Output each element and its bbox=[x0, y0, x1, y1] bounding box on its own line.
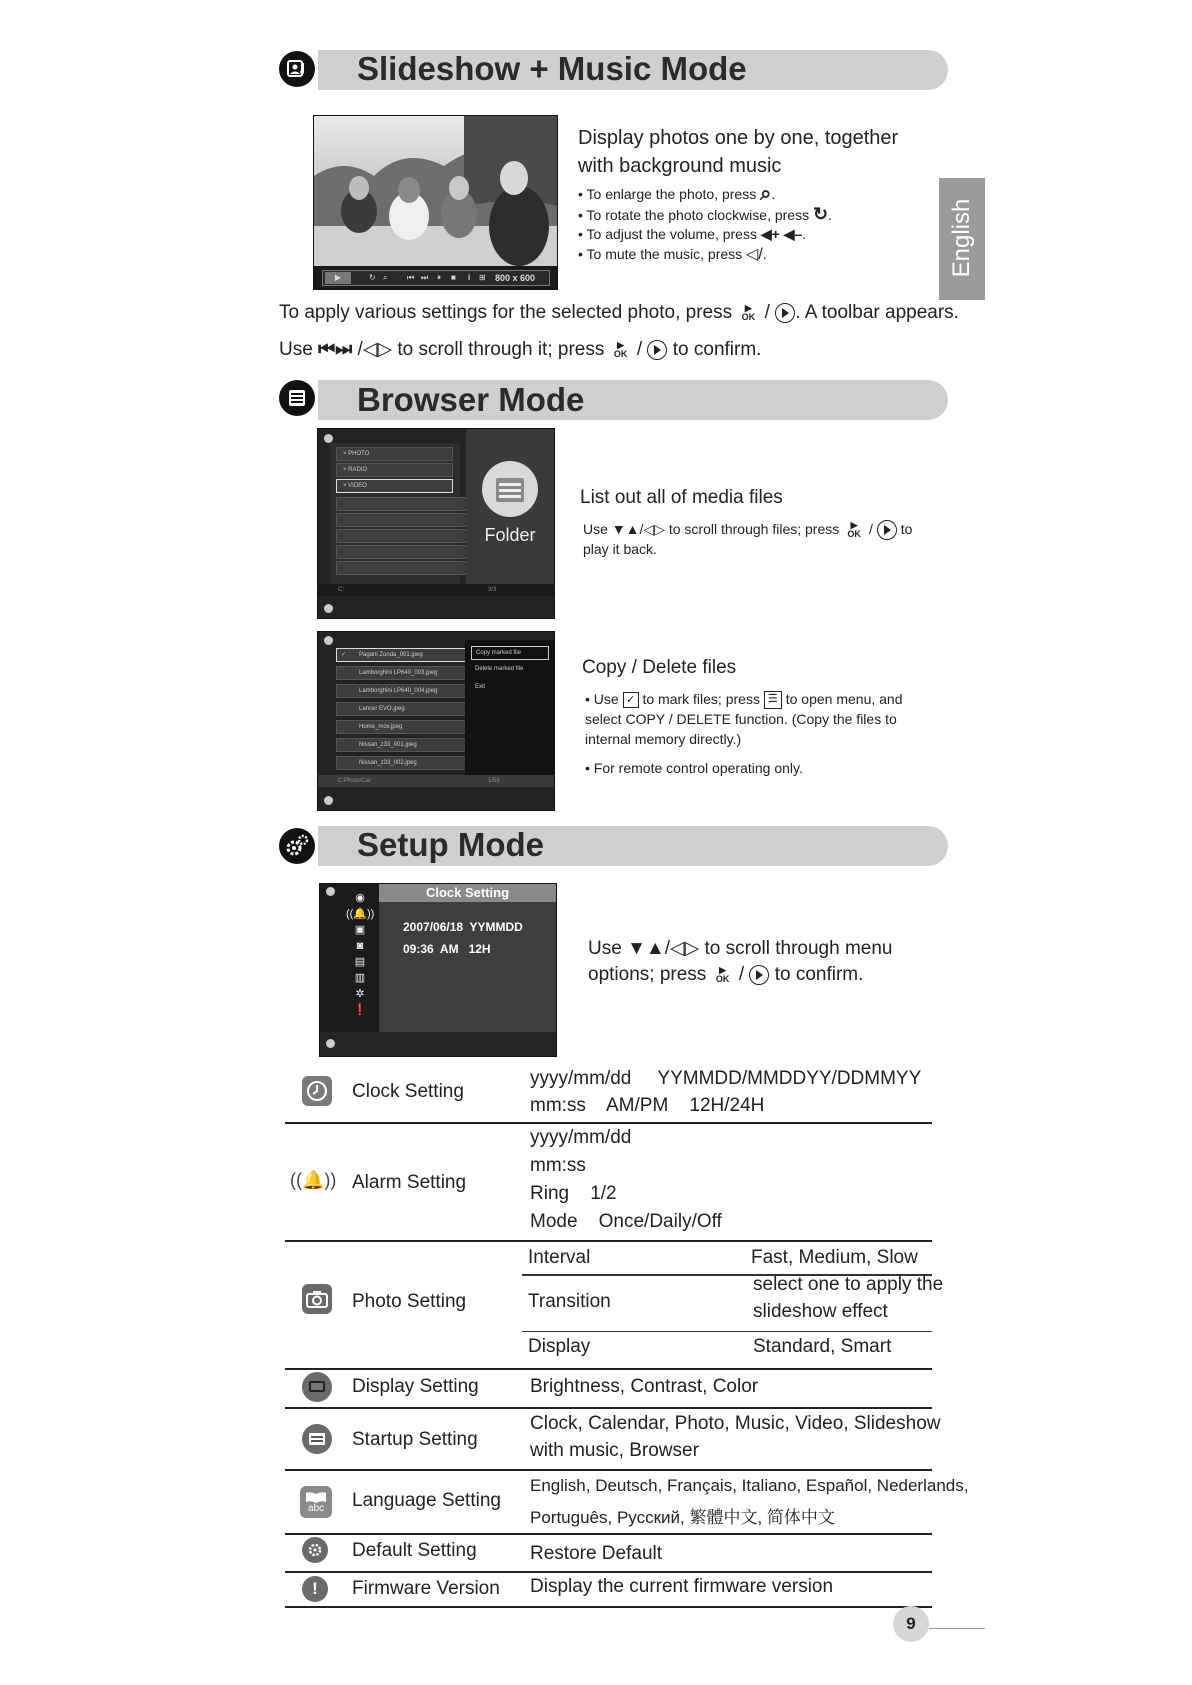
down-up-arrows-icon: ▼▲ bbox=[627, 938, 665, 959]
browser-text-1: Use ▼▲/◁▷ to scroll through files; press ▶ OK / to bbox=[583, 520, 913, 540]
table-row-divider bbox=[285, 1407, 932, 1409]
default-menu-icon[interactable]: ✲ bbox=[355, 988, 365, 1000]
volume-up-icon: ◀+ bbox=[760, 226, 780, 242]
files-status-bar bbox=[318, 775, 554, 787]
table-row-divider bbox=[285, 1533, 932, 1535]
left-right-arrows-icon: ◁▷ bbox=[669, 938, 700, 959]
setup-gears-icon bbox=[279, 828, 315, 864]
browser-status-bar bbox=[318, 584, 554, 596]
language-menu-icon[interactable]: ▥ bbox=[354, 972, 366, 984]
file-row[interactable]: Home_mov.jpeg bbox=[336, 720, 475, 734]
browser-path: C: bbox=[338, 587, 344, 593]
menu-list-icon: ☰ bbox=[764, 691, 782, 709]
use-text-middle: to scroll through it; press bbox=[397, 339, 605, 360]
play-circle-icon-2 bbox=[647, 340, 667, 360]
toolbar-play-button[interactable]: ▶ bbox=[325, 272, 351, 284]
skip-prev-next-icon: ⏮⏭ bbox=[318, 339, 353, 360]
camera-icon bbox=[302, 1284, 332, 1314]
file-context-menu bbox=[465, 640, 554, 775]
browser-count: 3/3 bbox=[488, 587, 497, 593]
setup-screen bbox=[319, 883, 557, 1057]
browser-text-1-c: to bbox=[900, 521, 913, 537]
setup-screen-top-icon bbox=[326, 887, 335, 896]
empty-list-row bbox=[336, 529, 475, 543]
language-setting-value-2: Português, Русский, 繁體中文, 简体中文 bbox=[530, 1508, 835, 1527]
play-circle-icon-4 bbox=[749, 965, 769, 985]
toolbar-stop-icon[interactable]: ■ bbox=[451, 273, 456, 282]
bullet-enlarge-text: • To enlarge the photo, press bbox=[578, 186, 757, 202]
browser-lead-1: List out all of media files bbox=[580, 487, 783, 508]
ok-label: OK bbox=[715, 973, 730, 984]
alarm-setting-value-3: Ring 1/2 bbox=[530, 1183, 617, 1204]
ok-play-icon-3: ▶ OK bbox=[847, 520, 861, 540]
photo-setting-label: Photo Setting bbox=[352, 1291, 467, 1312]
setup-text-a: Use bbox=[588, 938, 622, 959]
photo-subrow-divider bbox=[522, 1331, 932, 1332]
toolbar-rotate-icon[interactable]: ↻ bbox=[369, 273, 376, 282]
play-circle-icon bbox=[775, 303, 795, 323]
menu-item-exit[interactable]: Exit bbox=[475, 684, 486, 690]
slideshow-title: Slideshow + Music Mode bbox=[357, 50, 747, 87]
ok-play-icon: ▶ OK bbox=[741, 302, 756, 322]
language-setting-label: Language Setting bbox=[352, 1490, 501, 1511]
file-row[interactable]: Lamborghini LP640_004.jpeg bbox=[336, 684, 475, 698]
alarm-bell-icon: ((🔔)) bbox=[290, 1170, 337, 1190]
language-side-tab bbox=[939, 178, 985, 300]
photo-interval-label: Interval bbox=[528, 1247, 591, 1268]
file-list bbox=[318, 646, 464, 781]
photo-display-label: Display bbox=[528, 1336, 591, 1357]
checkbox-icon: ✓ bbox=[623, 692, 639, 708]
language-setting-value-1: English, Deutsch, Français, Italiano, Español, Nederlands, bbox=[530, 1476, 969, 1495]
default-setting-label: Default Setting bbox=[352, 1540, 477, 1561]
toolbar-resolution: 800 x 600 bbox=[495, 273, 536, 283]
folder-preview-panel bbox=[466, 429, 554, 589]
photo-transition-label: Transition bbox=[528, 1291, 611, 1312]
language-book-icon bbox=[300, 1486, 332, 1518]
page-number: 9 bbox=[906, 1614, 916, 1633]
check-mark-icon: ✓ bbox=[341, 652, 347, 658]
file-row[interactable]: Lamborghini LP640_003.jpeg bbox=[336, 666, 475, 680]
display-menu-icon[interactable]: ◙ bbox=[356, 940, 364, 952]
browser-text-1-b: to scroll through files; press bbox=[668, 521, 840, 537]
firmware-menu-icon[interactable]: ❗ bbox=[353, 1004, 367, 1016]
browser-screen-folders bbox=[317, 428, 555, 619]
slideshow-bullet-volume: • To adjust the volume, press ◀+ ◀–. bbox=[578, 226, 807, 242]
setup-menu-icons bbox=[346, 890, 374, 1030]
slideshow-music-icon bbox=[279, 51, 315, 87]
files-count: 1/58 bbox=[488, 778, 500, 784]
ok-play-icon-4: ▶ OK bbox=[715, 964, 730, 984]
browser-screen-bottom-icon bbox=[324, 604, 333, 613]
setup-instruction-2: options; press ▶ OK / to confirm. bbox=[588, 964, 864, 985]
photo-display-value: Standard, Smart bbox=[753, 1336, 892, 1357]
alarm-setting-label: Alarm Setting bbox=[352, 1172, 467, 1193]
empty-list-row bbox=[336, 545, 475, 559]
clock-setting-value-2: mm:ss AM/PM 12H/24H bbox=[530, 1095, 765, 1116]
folder-icon bbox=[482, 461, 538, 517]
magnifier-icon: ⌕ bbox=[760, 183, 772, 205]
play-circle-icon-3 bbox=[877, 520, 897, 540]
setup-title: Setup Mode bbox=[357, 826, 544, 863]
file-row[interactable]: Lancer EVO.jpeg bbox=[336, 702, 475, 716]
clock-menu-icon[interactable]: ◉ bbox=[355, 892, 365, 904]
page-number-badge bbox=[893, 1606, 929, 1642]
ok-play-icon-2: ▶ OK bbox=[613, 339, 628, 359]
left-right-arrows-icon: ◁▷ bbox=[643, 521, 665, 537]
browser-title: Browser Mode bbox=[357, 381, 585, 418]
slideshow-lead: Display photos one by one, together with background music bbox=[578, 127, 899, 177]
folder-label: Folder bbox=[484, 525, 536, 545]
default-gear-icon bbox=[302, 1537, 328, 1563]
file-row[interactable]: Nissan_z33_001.jpeg bbox=[336, 738, 475, 752]
table-row-divider bbox=[285, 1368, 932, 1370]
startup-menu-icon[interactable]: ▤ bbox=[354, 956, 366, 968]
bullet-mute-text: • To mute the music, press bbox=[578, 246, 743, 262]
files-screen-bottom-icon bbox=[324, 796, 333, 805]
table-row-divider bbox=[285, 1240, 932, 1242]
file-name: Pagani Zonda_001.jpeg bbox=[359, 652, 423, 658]
setup-screen-bottom-icon bbox=[326, 1039, 335, 1048]
browser-text-2-a: • Use bbox=[585, 691, 619, 707]
folder-item-radio[interactable]: × RADIO bbox=[336, 463, 453, 477]
browser-text-2-b: to mark files; press bbox=[642, 691, 760, 707]
firmware-version-label: Firmware Version bbox=[352, 1578, 500, 1599]
browser-screen-files bbox=[317, 631, 555, 811]
menu-item-copy[interactable]: Copy marked file bbox=[471, 646, 549, 660]
volume-down-icon: ◀– bbox=[783, 226, 803, 242]
display-setting-value: Brightness, Contrast, Color bbox=[530, 1376, 759, 1397]
alarm-setting-value-1: yyyy/mm/dd bbox=[530, 1127, 632, 1148]
browser-text-2-d: COPY / DELETE function. (Copy the files to internal memory directly.) bbox=[585, 711, 897, 748]
language-icon-text: abc bbox=[307, 1502, 325, 1514]
slideshow-bullet-rotate: • To rotate the photo clockwise, press ↻. bbox=[578, 204, 832, 224]
language-side-tab-label: English bbox=[948, 198, 975, 278]
table-row-divider bbox=[285, 1122, 932, 1124]
files-screen-top-icon bbox=[324, 636, 333, 645]
left-right-arrows-icon: ◁▷ bbox=[362, 339, 393, 360]
slideshow-photo-screen bbox=[313, 115, 558, 290]
table-row-divider bbox=[285, 1469, 932, 1471]
setup-screen-bottom-bar bbox=[320, 1032, 556, 1056]
apply-text-end: . A toolbar appears. bbox=[795, 302, 959, 323]
browser-text-2-c: to open menu, and select bbox=[585, 691, 903, 728]
file-row[interactable]: Nissan_z33_002.jpeg bbox=[336, 756, 475, 770]
slideshow-apply-line: To apply various settings for the selected photo, press ▶ OK / . A toolbar appears. bbox=[279, 302, 959, 323]
browser-text-2-e: • For remote control operating only. bbox=[585, 760, 803, 776]
bullet-rotate-text: • To rotate the photo clockwise, press bbox=[578, 207, 810, 223]
folder-item-photo[interactable]: × PHOTO bbox=[336, 447, 453, 461]
file-row-selected[interactable] bbox=[336, 648, 475, 662]
menu-item-delete[interactable]: Delete marked file bbox=[475, 666, 524, 672]
browser-text-1-d: play it back. bbox=[583, 541, 657, 557]
browser-text-2 bbox=[585, 689, 940, 749]
setup-screen-time: 09:36 AM 12H bbox=[403, 942, 491, 956]
startup-setting-value-1: Clock, Calendar, Photo, Music, Video, Slideshow bbox=[530, 1413, 941, 1434]
photo-menu-icon[interactable]: ▣ bbox=[354, 924, 366, 936]
toolbar-next-icon[interactable]: ⏭ bbox=[421, 273, 429, 282]
setup-screen-title: Clock Setting bbox=[379, 884, 556, 902]
clock-setting-label: Clock Setting bbox=[352, 1081, 464, 1102]
empty-list-row bbox=[336, 513, 475, 527]
toolbar-pause-icon[interactable]: ⏸ bbox=[437, 273, 441, 282]
slideshow-use-line: Use ⏮⏭ /◁▷ to scroll through it; press ▶ OK / to confirm. bbox=[279, 339, 762, 360]
slideshow-photo-image bbox=[314, 116, 557, 289]
firmware-version-value: Display the current firmware version bbox=[530, 1576, 834, 1597]
page-number-rule bbox=[929, 1628, 985, 1629]
slideshow-toolbar bbox=[322, 270, 550, 286]
empty-list-row bbox=[336, 561, 475, 575]
setup-text-c: options; press bbox=[588, 964, 707, 985]
clock-icon bbox=[302, 1076, 332, 1106]
firmware-alert-icon: ! bbox=[302, 1576, 328, 1602]
setup-screen-date: 2007/06/18 YYMMDD bbox=[403, 920, 523, 934]
clock-setting-value-1: yyyy/mm/dd YYMMDD/MMDDYY/DDMMYY bbox=[530, 1068, 922, 1089]
startup-setting-label: Startup Setting bbox=[352, 1429, 478, 1450]
photo-transition-value-2: slideshow effect bbox=[753, 1301, 888, 1322]
toolbar-zoom-icon[interactable]: ⌕ bbox=[383, 273, 388, 282]
startup-setting-value-2: with music, Browser bbox=[530, 1440, 699, 1461]
empty-list-row bbox=[336, 497, 475, 511]
folder-item-video[interactable]: × VIDEO bbox=[336, 479, 453, 493]
startup-icon bbox=[302, 1424, 332, 1454]
files-path: C:Photo/Car bbox=[338, 778, 372, 784]
toolbar-prev-icon[interactable]: ⏮ bbox=[407, 273, 415, 282]
alarm-menu-icon[interactable]: ((🔔)) bbox=[346, 908, 375, 920]
browser-screen-top-icon bbox=[324, 434, 333, 443]
slideshow-bullet-enlarge: • To enlarge the photo, press ⌕. bbox=[578, 183, 776, 205]
setup-content-panel bbox=[379, 884, 556, 1032]
table-row-divider bbox=[285, 1606, 932, 1608]
setup-text-b: to scroll through menu bbox=[704, 938, 893, 959]
browser-text-1-a: Use bbox=[583, 521, 608, 537]
default-setting-value: Restore Default bbox=[530, 1543, 663, 1564]
browser-mode-icon bbox=[279, 380, 315, 416]
setup-instruction-1: Use ▼▲/◁▷ to scroll through menu bbox=[588, 938, 893, 959]
use-text-end: to confirm. bbox=[672, 339, 762, 360]
rotate-icon: ↻ bbox=[813, 204, 829, 224]
apply-text-start: To apply various settings for the selected photo, press bbox=[279, 302, 733, 323]
browser-lead-2: Copy / Delete files bbox=[582, 657, 737, 678]
table-row-divider bbox=[285, 1571, 932, 1573]
toolbar-grid-icon[interactable]: ⊞ bbox=[479, 273, 486, 282]
alarm-setting-value-4: Mode Once/Daily/Off bbox=[530, 1211, 722, 1232]
toolbar-info-icon[interactable]: i bbox=[468, 273, 471, 282]
use-text-start: Use bbox=[279, 339, 313, 360]
slideshow-bullet-mute: • To mute the music, press ◁/. bbox=[578, 246, 767, 263]
photo-interval-value: Fast, Medium, Slow bbox=[751, 1247, 918, 1268]
display-icon bbox=[302, 1372, 332, 1402]
alarm-setting-value-2: mm:ss bbox=[530, 1155, 586, 1176]
down-up-arrows-icon: ▼▲ bbox=[611, 521, 640, 537]
photo-transition-value-1: select one to apply the bbox=[753, 1274, 944, 1295]
display-setting-label: Display Setting bbox=[352, 1376, 479, 1397]
bullet-volume-text: • To adjust the volume, press bbox=[578, 226, 757, 242]
mute-icon: ◁/ bbox=[746, 246, 763, 263]
setup-text-d: to confirm. bbox=[774, 964, 864, 985]
